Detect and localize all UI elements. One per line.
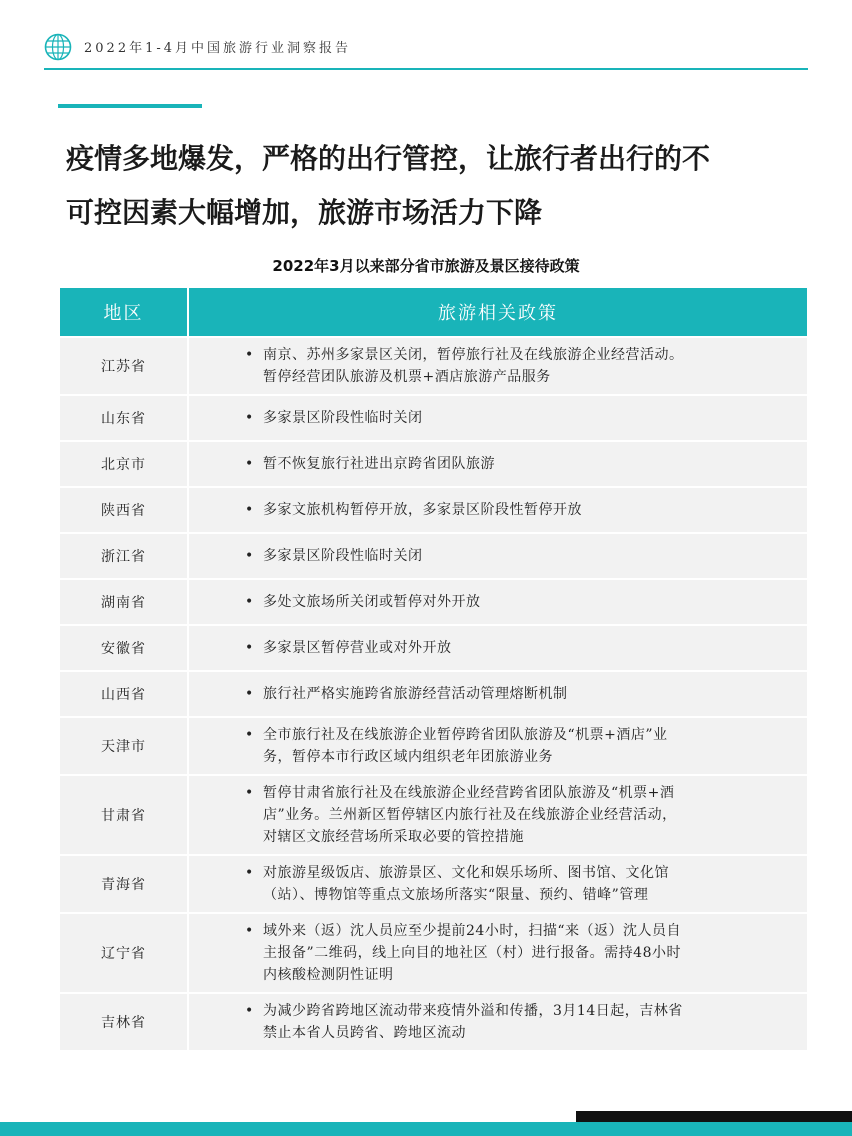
table-row: [60, 441, 807, 487]
bullet-icon: •: [245, 502, 254, 518]
policy-line: 对辖区文旅经营场所采取必要的管控措施: [263, 829, 524, 845]
bullet-icon: •: [245, 865, 254, 881]
policy-table: [60, 288, 807, 1050]
policy-text: [245, 407, 783, 429]
policy-cell: [188, 855, 807, 913]
region-cell: 江苏省: [60, 337, 188, 395]
table-row: [60, 913, 807, 993]
policy-line: 域外来（返）沈人员应至少提前24小时，扫描“来（返）沈人员自: [263, 923, 681, 939]
bullet-icon: •: [245, 347, 254, 363]
policy-line: 为减少跨省跨地区流动带来疫情外溢和传播，3月14日起，吉林省: [263, 1003, 683, 1019]
region-cell: 吉林省: [60, 993, 188, 1050]
policy-line: （站）、博物馆等重点文旅场所落实“限量、预约、错峰”管理: [263, 887, 649, 903]
policy-line: 全市旅行社及在线旅游企业暂停跨省团队旅游及“机票+酒店”业: [263, 727, 668, 743]
bullet-icon: •: [245, 1003, 254, 1019]
bullet-icon: •: [245, 785, 254, 801]
region-cell: 湖南省: [60, 579, 188, 625]
table-row: [60, 993, 807, 1050]
policy-text: [245, 591, 783, 613]
region-cell: 甘肃省: [60, 775, 188, 855]
policy-text: [245, 920, 783, 986]
table-row: [60, 533, 807, 579]
policy-line: 暂停经营团队旅游及机票+酒店旅游产品服务: [263, 369, 551, 385]
policy-line: 多家文旅机构暂停开放，多家景区阶段性暂停开放: [263, 502, 582, 518]
region-cell: 北京市: [60, 441, 188, 487]
bullet-icon: •: [245, 594, 254, 610]
policy-text: [245, 1000, 783, 1044]
policy-cell: [188, 395, 807, 441]
footer-teal-bar: [0, 1122, 852, 1136]
policy-line: 禁止本省人员跨省、跨地区流动: [263, 1025, 466, 1041]
region-cell: 陕西省: [60, 487, 188, 533]
region-cell: 天津市: [60, 717, 188, 775]
policy-cell: [188, 441, 807, 487]
policy-text: [245, 724, 783, 768]
table-header-row: [60, 288, 807, 337]
table-row: [60, 717, 807, 775]
header-divider: [44, 68, 808, 70]
policy-cell: [188, 717, 807, 775]
policy-cell: [188, 487, 807, 533]
bullet-icon: •: [245, 686, 254, 702]
report-title: 2022年1-4月中国旅游行业洞察报告: [84, 41, 352, 56]
policy-text: [245, 344, 783, 388]
table-row: [60, 395, 807, 441]
policy-line: 主报备”二维码，线上向目的地社区（村）进行报备。需持48小时: [263, 945, 681, 961]
policy-text: [245, 499, 783, 521]
region-cell: 安徽省: [60, 625, 188, 671]
table-row: [60, 671, 807, 717]
headline-line-2: 可控因素大幅增加，旅游市场活力下降: [66, 196, 543, 229]
table-row: [60, 775, 807, 855]
policy-line: 暂停甘肃省旅行社及在线旅游企业经营跨省团队旅游及“机票+酒: [263, 785, 675, 801]
policy-line: 旅行社严格实施跨省旅游经营活动管理熔断机制: [263, 686, 568, 702]
policy-line: 多家景区阶段性临时关闭: [263, 548, 423, 564]
bullet-icon: •: [245, 456, 254, 472]
column-header-policy: 旅游相关政策: [188, 288, 807, 337]
region-cell: 青海省: [60, 855, 188, 913]
policy-cell: [188, 913, 807, 993]
accent-bar: [58, 104, 202, 108]
table-row: [60, 487, 807, 533]
bullet-icon: •: [245, 640, 254, 656]
policy-line: 对旅游星级饭店、旅游景区、文化和娱乐场所、图书馆、文化馆: [263, 865, 669, 881]
policy-cell: [188, 533, 807, 579]
policy-cell: [188, 671, 807, 717]
footer-black-bar: [576, 1111, 852, 1122]
region-cell: 山西省: [60, 671, 188, 717]
bullet-icon: •: [245, 923, 254, 939]
policy-cell: [188, 775, 807, 855]
policy-line: 店”业务。兰州新区暂停辖区内旅行社及在线旅游企业经营活动，: [263, 807, 677, 823]
policy-cell: [188, 625, 807, 671]
column-header-region: 地区: [60, 288, 188, 337]
table-row: [60, 855, 807, 913]
policy-cell: [188, 993, 807, 1050]
policy-line: 暂不恢复旅行社进出京跨省团队旅游: [263, 456, 495, 472]
policy-line: 多家景区暂停营业或对外开放: [263, 640, 452, 656]
policy-line: 多家景区阶段性临时关闭: [263, 410, 423, 426]
region-cell: 辽宁省: [60, 913, 188, 993]
policy-line: 多处文旅场所关闭或暂停对外开放: [263, 594, 481, 610]
table-row: [60, 579, 807, 625]
policy-text: [245, 683, 783, 705]
policy-text: [245, 862, 783, 906]
page-headline: [66, 132, 826, 240]
bullet-icon: •: [245, 410, 254, 426]
bullet-icon: •: [245, 548, 254, 564]
policy-text: [245, 453, 783, 475]
table-row: [60, 337, 807, 395]
policy-line: 内核酸检测阴性证明: [263, 967, 394, 983]
policy-text: [245, 545, 783, 567]
policy-cell: [188, 579, 807, 625]
headline-line-1: 疫情多地爆发，严格的出行管控，让旅行者出行的不: [66, 142, 711, 175]
bullet-icon: •: [245, 727, 254, 743]
policy-cell: [188, 337, 807, 395]
policy-text: [245, 782, 783, 848]
region-cell: 浙江省: [60, 533, 188, 579]
policy-text: [245, 637, 783, 659]
globe-icon: [44, 33, 72, 61]
policy-line: 务，暂停本市行政区域内组织老年团旅游业务: [263, 749, 553, 765]
table-body: [60, 337, 807, 1050]
table-title: 2022年3月以来部分省市旅游及景区接待政策: [272, 257, 580, 275]
region-cell: 山东省: [60, 395, 188, 441]
policy-line: 南京、苏州多家景区关闭，暂停旅行社及在线旅游企业经营活动。: [263, 347, 684, 363]
table-row: [60, 625, 807, 671]
